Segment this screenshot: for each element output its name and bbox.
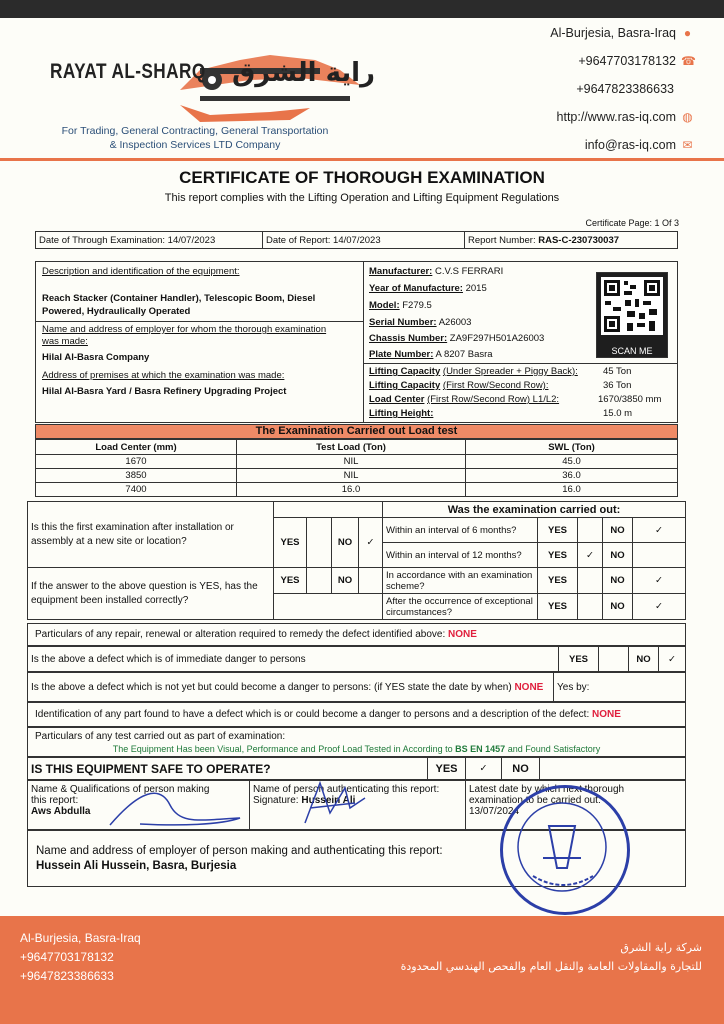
certificate-subtitle: This report complies with the Lifting Operation and Lifting Equipment Regulations	[164, 192, 560, 204]
repair-row: Particulars of any repair, renewal or alteration required to remedy the defect identified above: NONE	[27, 623, 686, 646]
chassis-value: ZA9F297H501A26003	[449, 333, 545, 344]
signature-name: Hussein Ali	[301, 795, 356, 806]
safe-yes: YES	[428, 758, 466, 780]
opt2-yes: YES	[538, 543, 578, 568]
q2-no-box[interactable]	[359, 568, 383, 594]
particulars-row	[27, 727, 686, 757]
certificate-title: CERTIFICATE OF THOROUGH EXAMINATION	[179, 168, 545, 187]
location-pin-icon: ●	[683, 26, 692, 41]
opt1-no: NO	[603, 518, 633, 543]
footer-arabic	[401, 938, 702, 976]
report-number: RAS-C-230730037	[538, 234, 620, 246]
opt3-no-check[interactable]: ✓	[633, 568, 686, 594]
table-row	[36, 469, 678, 483]
header-load-center: Load Center (mm)	[36, 440, 237, 455]
load-test-table	[35, 439, 678, 497]
report-employer-label: Name and address of employer of person making and authenticating this report:	[36, 845, 443, 857]
equipment-divider	[363, 261, 364, 423]
report-employer-value: Hussein Ali Hussein, Basra, Burjesia	[36, 860, 237, 872]
identification-none: NONE	[592, 709, 621, 720]
danger-yes-box[interactable]	[599, 647, 629, 672]
qualifications-name: Aws Abdulla	[31, 806, 91, 817]
contact-website[interactable]: http://www.ras-iq.com ◍	[556, 110, 693, 125]
header-test-load: Test Load (Ton)	[237, 440, 466, 455]
signature-hussein	[290, 778, 370, 830]
manufacturer-row: Manufacturer: C.V.S FERRARI	[369, 266, 504, 277]
capacity-1-value: 45 Ton	[603, 366, 632, 377]
height-value: 15.0 m	[603, 408, 633, 419]
qr-code[interactable]	[596, 272, 668, 358]
description-value: Reach Stacker (Container Handler), Telescopic Boom, Diesel Powered, Hydraulically Operated	[42, 293, 316, 317]
future-defect-question: Is the above a defect which is not yet but could become a danger to persons: (if YES state the date by when) NONE	[28, 673, 554, 702]
load-center-value: 1670/3850 mm	[598, 394, 662, 405]
model-value: F279.5	[402, 300, 432, 311]
divider	[35, 321, 363, 322]
scan-me-label: SCAN ME	[611, 346, 653, 356]
table-row	[36, 483, 678, 497]
contact-email[interactable]: info@ras-iq.com ✉	[584, 138, 693, 153]
employer-label: Name and address of employer for whom the thorough examination was made:	[42, 324, 327, 347]
option-12-months: Within an interval of 12 months?	[383, 543, 538, 568]
serial-value: A26003	[438, 317, 472, 328]
table-row	[36, 455, 678, 469]
safe-no-box[interactable]	[540, 758, 686, 780]
company-name-en: RAYAT AL-SHARQ	[50, 60, 206, 83]
footer-arabic-desc: للتجارة والمقاولات العامة والنقل العام والفحص الهندسي المحدودة	[400, 960, 702, 973]
signature-aws	[100, 780, 250, 830]
particulars-label: Particulars of any test carried out as part of examination:	[35, 731, 286, 742]
stamp-emblem	[503, 788, 621, 906]
footer-phone-1: +9647703178132	[20, 950, 114, 964]
tagline-line-1: For Trading, General Contracting, General Transportation	[61, 125, 329, 137]
chassis-row: Chassis Number: ZA9F297H501A26003	[369, 333, 545, 344]
footer-contact	[20, 929, 141, 986]
next-exam-date: 13/07/2024	[469, 806, 520, 817]
opt4-yes: YES	[538, 594, 578, 620]
company-name-ar: راية الشرق	[232, 58, 376, 88]
opt2-no: NO	[603, 543, 633, 568]
serial-row: Serial Number: A26003	[369, 317, 472, 328]
option-6-months: Within an interval of 6 months?	[383, 518, 538, 543]
divider	[363, 363, 678, 364]
opt3-yes: YES	[538, 568, 578, 594]
plate-value: A 8207 Basra	[435, 349, 493, 360]
company-tagline	[50, 124, 340, 152]
year-row: Year of Manufacture: 2015	[369, 283, 487, 294]
contact-phone-1: +9647703178132 ☎	[578, 54, 696, 69]
header-swl: SWL (Ton)	[466, 440, 678, 455]
particulars-text: The Equipment Has been Visual, Performance and Proof Load Tested in According to BS EN 1457 and Found Satisfactory	[112, 744, 601, 754]
safe-yes-check[interactable]: ✓	[466, 758, 502, 780]
opt3-no: NO	[603, 568, 633, 594]
danger-row	[27, 646, 686, 672]
yes-by: Yes by:	[554, 673, 686, 702]
description-label: Description and identification of the equipment:	[42, 266, 240, 277]
load-center-row: Load Center (First Row/Second Row) L1/L2:	[369, 394, 560, 405]
repair-none: NONE	[448, 629, 477, 640]
manufacturer-value: C.V.S FERRARI	[434, 266, 504, 277]
exam-date: Date of Through Examination: 14/07/2023	[36, 232, 263, 249]
future-none: NONE	[514, 681, 544, 693]
future-defect-row	[27, 672, 686, 702]
question-installed-correctly: If the answer to the above question is YES, has the equipment been installed correctly?	[28, 568, 274, 620]
load-test-title: The Examination Carried out Load test	[35, 424, 678, 439]
employer-value: Hilal Al-Basra Company	[42, 352, 150, 363]
email-icon: ✉	[682, 138, 693, 153]
cell: 36.0	[466, 469, 678, 483]
qr-code-icon	[597, 273, 667, 339]
safe-question: IS THIS EQUIPMENT SAFE TO OPERATE?	[28, 758, 428, 780]
cell: 3850	[36, 469, 237, 483]
cell: NIL	[237, 455, 466, 469]
contact-phone-2: +9647823386633	[576, 82, 674, 96]
top-bar	[0, 0, 724, 18]
globe-icon: ◍	[682, 110, 693, 125]
opt2-no-box[interactable]	[633, 543, 686, 568]
load-test-header-row	[36, 440, 678, 455]
q1-no: NO	[332, 518, 359, 568]
opt4-no-check[interactable]: ✓	[633, 594, 686, 620]
q2-yes-box[interactable]	[307, 568, 332, 594]
cell: 45.0	[466, 455, 678, 469]
cell: 7400	[36, 483, 237, 497]
signature-row: Signature: Hussein Ali	[253, 795, 356, 806]
header-divider	[0, 158, 724, 161]
year-value: 2015	[465, 283, 487, 294]
report-date: Date of Report: 14/07/2023	[263, 232, 465, 249]
q1-yes-box[interactable]	[307, 518, 332, 568]
q2-no: NO	[332, 568, 359, 594]
phone-icon: ☎	[681, 54, 696, 69]
capacity-2-row: Lifting Capacity (First Row/Second Row):	[369, 380, 549, 391]
examination-questions-table	[27, 501, 686, 620]
option-exam-scheme: In accordance with an examination scheme?	[383, 568, 538, 594]
question-first-exam: Is this the first examination after installation or assembly at a new site or location?	[28, 502, 274, 568]
dates-row	[35, 231, 678, 249]
footer-phone-2: +9647823386633	[20, 969, 114, 983]
opt2-yes-check[interactable]: ✓	[578, 543, 603, 568]
opt1-yes: YES	[538, 518, 578, 543]
standard: BS EN 1457	[455, 744, 506, 754]
opt3-yes-box[interactable]	[578, 568, 603, 594]
premises-value: Hilal Al-Basra Yard / Basra Refinery Upgrading Project	[42, 386, 287, 397]
cell: 16.0	[237, 483, 466, 497]
q1-no-check[interactable]: ✓	[359, 518, 383, 568]
opt4-yes-box[interactable]	[578, 594, 603, 620]
option-exceptional: After the occurrence of exceptional circumstances?	[383, 594, 538, 620]
footer-address: Al-Burjesia, Basra-Iraq	[20, 931, 141, 945]
danger-yes: YES	[559, 647, 599, 672]
opt1-yes-box[interactable]	[578, 518, 603, 543]
q2-yes: YES	[274, 568, 307, 594]
cell: 16.0	[466, 483, 678, 497]
q1-yes: YES	[274, 518, 307, 568]
footer	[0, 916, 724, 1024]
next-exam-label: Latest date by which next thorough examination to be carried out:	[469, 784, 625, 806]
capacity-1-row: Lifting Capacity (Under Spreader + Piggy Back):	[369, 366, 578, 377]
company-stamp	[500, 785, 630, 915]
opt4-no: NO	[603, 594, 633, 620]
model-row: Model: F279.5	[369, 300, 432, 311]
certificate-page-number: Certificate Page: 1 Of 3	[585, 218, 679, 228]
report-number-cell: Report Number: RAS-C-230730037	[465, 232, 678, 249]
danger-no-check[interactable]: ✓	[659, 647, 686, 672]
opt1-no-check[interactable]: ✓	[633, 518, 686, 543]
premises-label: Address of premises at which the examination was made:	[42, 370, 285, 381]
danger-question: Is the above a defect which is of immediate danger to persons	[28, 647, 559, 672]
cell: NIL	[237, 469, 466, 483]
height-row: Lifting Height:	[369, 408, 434, 419]
safe-row	[27, 757, 686, 780]
capacity-2-value: 36 Ton	[603, 380, 632, 391]
safe-no: NO	[502, 758, 540, 780]
authenticating-label: Name of person authenticating this report:	[253, 784, 440, 795]
footer-arabic-name: شركة راية الشرق	[620, 941, 702, 954]
tagline-line-2: & Inspection Services LTD Company	[109, 139, 281, 151]
danger-no: NO	[629, 647, 659, 672]
qualifications-label: Name & Qualifications of person making this report:	[31, 784, 210, 806]
carried-out-heading: Was the examination carried out:	[383, 502, 686, 518]
identification-row: Identification of any part found to have a defect which is or could become a danger to persons and a description of the defect: NONE	[27, 702, 686, 727]
contact-address: Al-Burjesia, Basra-Iraq ●	[550, 26, 694, 40]
cell: 1670	[36, 455, 237, 469]
plate-row: Plate Number: A 8207 Basra	[369, 349, 493, 360]
